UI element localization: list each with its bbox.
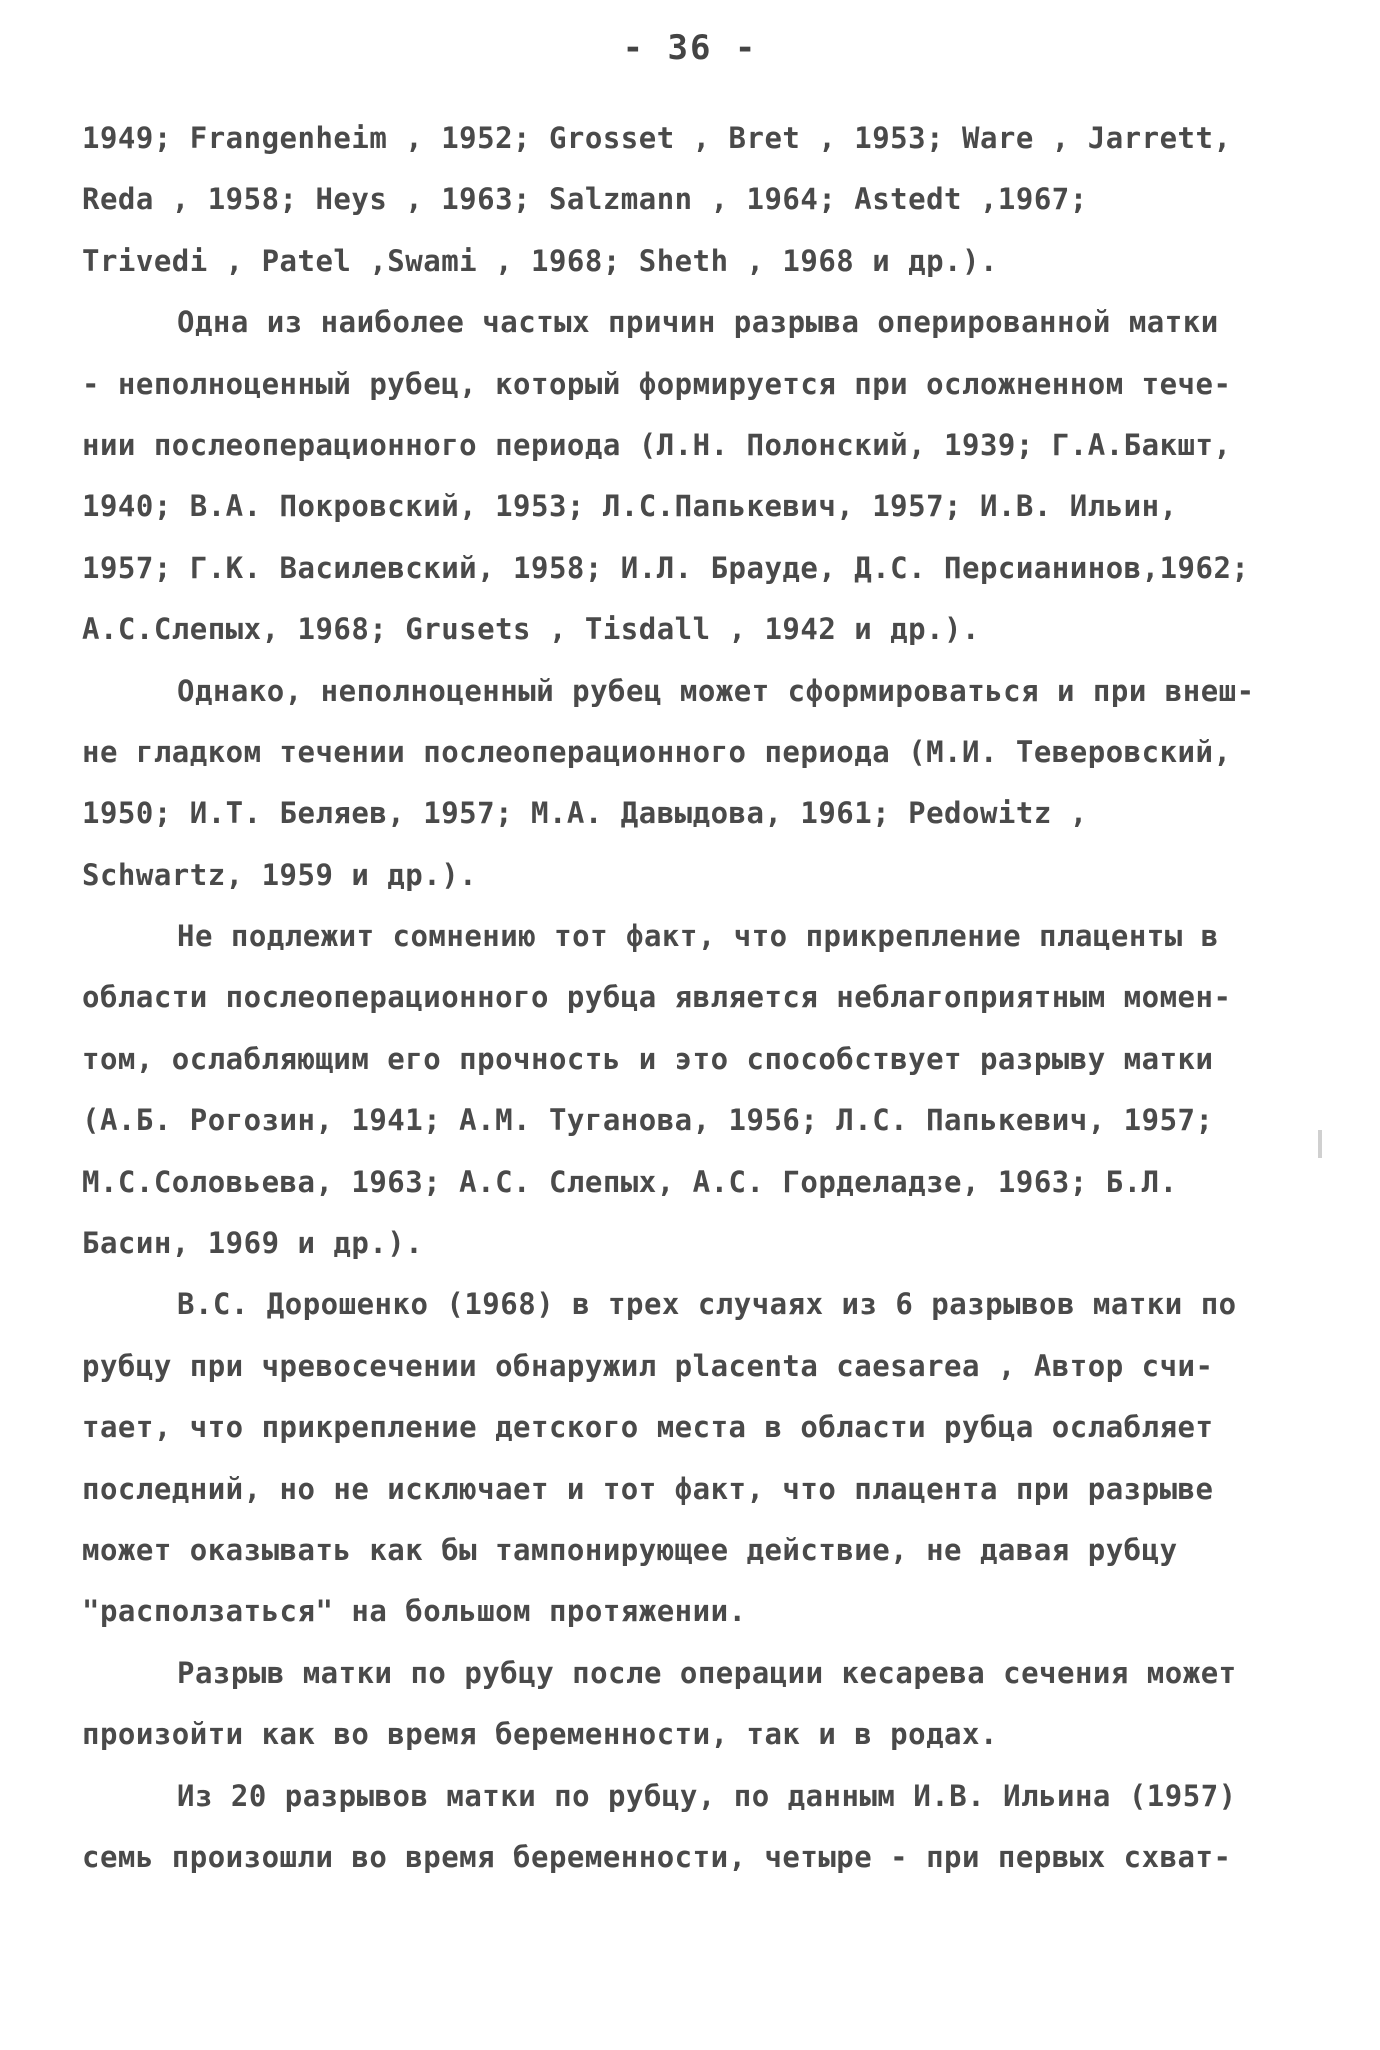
text-line: произойти как во время беременности, так и в родах. — [82, 1717, 998, 1752]
text-line: (А.Б. Рогозин, 1941; А.М. Туганова, 1956; Л.С. Папькевич, 1957; — [82, 1103, 1214, 1138]
text-line: 1950; И.Т. Беляев, 1957; М.А. Давыдова, 1961; Pedowitz , — [82, 796, 1088, 831]
text-line: тает, что прикрепление детского места в области рубца ослабляет — [82, 1410, 1214, 1445]
paragraph-first-line: Разрыв матки по рубцу после операции кесарева сечения может — [177, 1655, 1237, 1690]
body-text — [82, 108, 1302, 1888]
text-line: М.С.Соловьева, 1963; А.С. Слепых, А.С. Горделадзе, 1963; Б.Л. — [82, 1164, 1178, 1199]
text-line: рубцу при чревосечении обнаружил placenta caesarea , Автор счи- — [82, 1348, 1214, 1383]
text-line: области послеоперационного рубца является неблагоприятным момен- — [82, 980, 1232, 1015]
paragraph-first-line: Не подлежит сомнению тот факт, что прикрепление плаценты в — [177, 919, 1219, 954]
paragraph-first-line: В.С. Дорошенко (1968) в трех случаях из 6 разрывов матки по — [177, 1287, 1237, 1322]
text-line: последний, но не исключает и тот факт, что плацента при разрыве — [82, 1471, 1214, 1506]
text-line: 1957; Г.К. Василевский, 1958; И.Л. Брауде, Д.С. Персианинов,1962; — [82, 550, 1250, 585]
page-number: - 36 - — [622, 28, 758, 68]
text-line: Басин, 1969 и др.). — [82, 1226, 424, 1261]
text-line: том, ослабляющим его прочность и это способствует разрыву матки — [82, 1041, 1214, 1076]
text-line: 1949; Frangenheim , 1952; Grosset , Bret , 1953; Ware , Jarrett, — [82, 121, 1232, 155]
text-line: Schwartz, 1959 и др.). — [82, 857, 478, 892]
text-line: нии послеоперационного периода (Л.Н. Полонский, 1939; Г.А.Бакшт, — [82, 427, 1232, 462]
text-line: А.С.Слепых, 1968; Grusets , Tisdall , 1942 и др.). — [82, 612, 980, 647]
text-line: семь произошли во время беременности, четыре - при первых схват- — [82, 1839, 1232, 1874]
text-line: не гладком течении послеоперационного периода (М.И. Теверовский, — [82, 734, 1232, 769]
paragraph-first-line: Однако, неполноценный рубец может сформироваться и при внеш- — [177, 673, 1255, 708]
margin-mark — [1318, 1130, 1322, 1158]
text-line: 1940; В.А. Покровский, 1953; Л.С.Папькевич, 1957; И.В. Ильин, — [82, 489, 1178, 524]
text-line: может оказывать как бы тампонирующее действие, не давая рубцу — [82, 1532, 1178, 1567]
text-line: Reda , 1958; Heys , 1963; Salzmann , 1964; Astedt ,1967; — [82, 182, 1088, 217]
paragraph-first-line: Одна из наиболее частых причин разрыва оперированной матки — [177, 305, 1219, 340]
paragraph-first-line: Из 20 разрывов матки по рубцу, по данным И.В. Ильина (1957) — [177, 1778, 1237, 1813]
text-line: - неполноценный рубец, который формируется при осложненном тече- — [82, 366, 1232, 401]
text-line: "расползаться" на большом протяжении. — [82, 1594, 747, 1629]
text-line: Trivedi , Patel ,Swami , 1968; Sheth , 1968 и др.). — [82, 243, 998, 278]
